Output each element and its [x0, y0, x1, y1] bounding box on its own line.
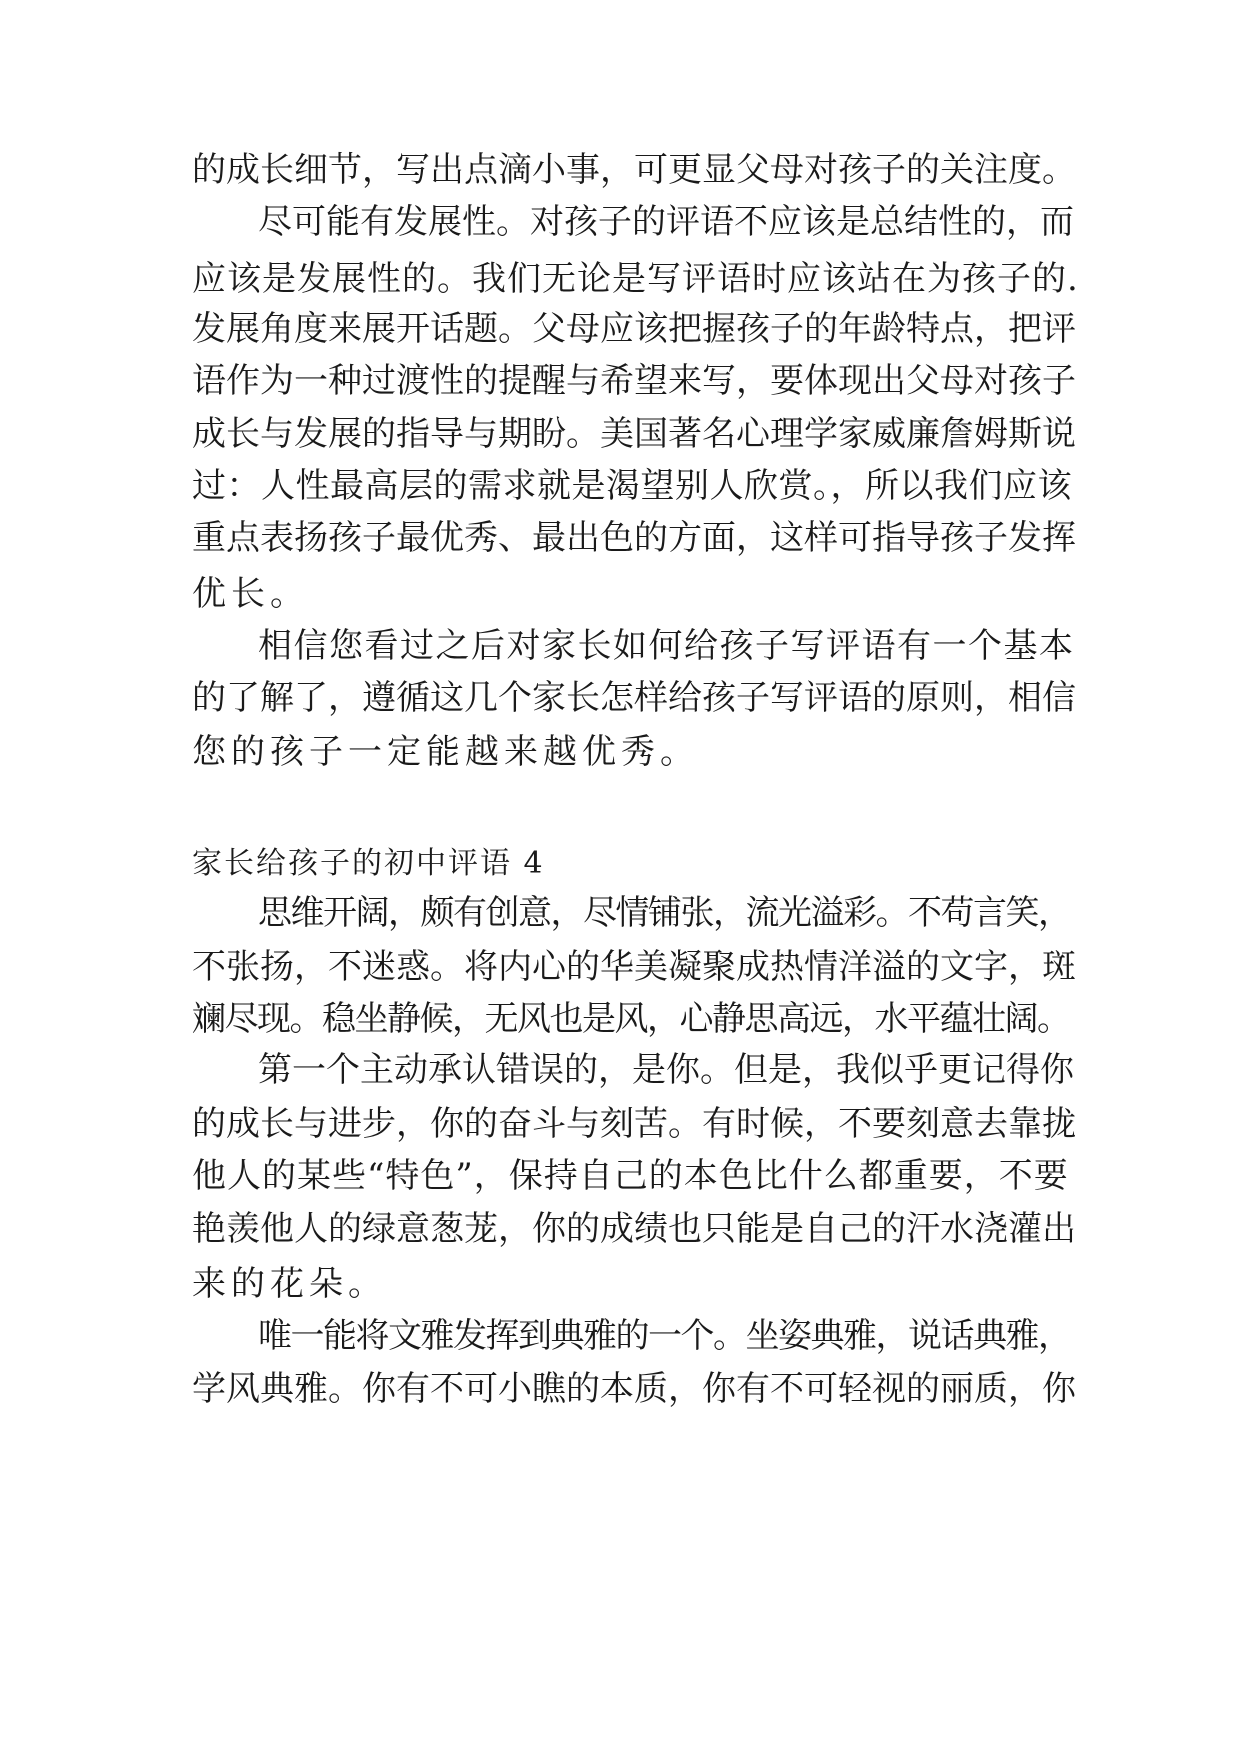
text-line: 的成长细节，写出点滴小事，可更显父母对孩子的关注度。: [192, 150, 1076, 190]
text-line: 发展角度来展开话题。父母应该把握孩子的年龄特点，把评: [192, 309, 1076, 349]
text-line: 不张扬，不迷惑。将内心的华美凝聚成热情洋溢的文字，斑: [192, 947, 1076, 987]
text-line: 斓尽现。稳坐静候，无风也是风，心静思高远，水平蕴壮阔。: [192, 999, 1070, 1039]
paragraph-start-line: 思维开阔，颇有创意，尽情铺张，流光溢彩。不苟言笑，: [258, 893, 1071, 933]
text-line: 优长。: [192, 574, 309, 614]
section-heading: 家长给孩子的初中评语 4: [192, 846, 545, 881]
paragraph-start-line: 唯一能将文雅发挥到典雅的一个。坐姿典雅，说话典雅，: [258, 1316, 1071, 1356]
paragraph-start-line: 第一个主动承认错误的，是你。但是，我似乎更记得你: [258, 1050, 1074, 1090]
text-line: 语作为一种过渡性的提醒与希望来写，要体现出父母对孩子: [192, 361, 1076, 401]
text-line: 您的孩子一定能越来越优秀。: [192, 732, 699, 772]
text-line: 的成长与进步，你的奋斗与刻苦。有时候，不要刻意去靠拢: [192, 1104, 1076, 1144]
text-line: 艳羡他人的绿意葱茏，你的成绩也只能是自己的汗水浇灌出: [192, 1209, 1076, 1249]
paragraph-start-line: 相信您看过之后对家长如何给孩子写评语有一个基本: [258, 626, 1075, 666]
text-line: 学风典雅。你有不可小瞧的本质，你有不可轻视的丽质，你: [192, 1369, 1076, 1409]
text-line: 成长与发展的指导与期盼。美国著名心理学家威廉詹姆斯说: [192, 414, 1076, 454]
text-line: 他人的某些“特色”，保持自己的本色比什么都重要，不要: [192, 1156, 1069, 1196]
text-line: 过：人性最高层的需求就是渴望别人欣赏。，所以我们应该: [192, 466, 1072, 506]
text-line: 的了解了，遵循这几个家长怎样给孩子写评语的原则，相信: [192, 678, 1076, 718]
paragraph-start-line: 尽可能有发展性。对孩子的评语不应该是总结性的，而: [258, 202, 1074, 242]
text-line: 重点表扬孩子最优秀、最出色的方面，这样可指导孩子发挥: [192, 518, 1076, 558]
text-line: 来的花朵。: [192, 1264, 387, 1304]
text-line: 应该是发展性的。我们无论是写评语时应该站在为孩子的.: [192, 259, 1079, 299]
